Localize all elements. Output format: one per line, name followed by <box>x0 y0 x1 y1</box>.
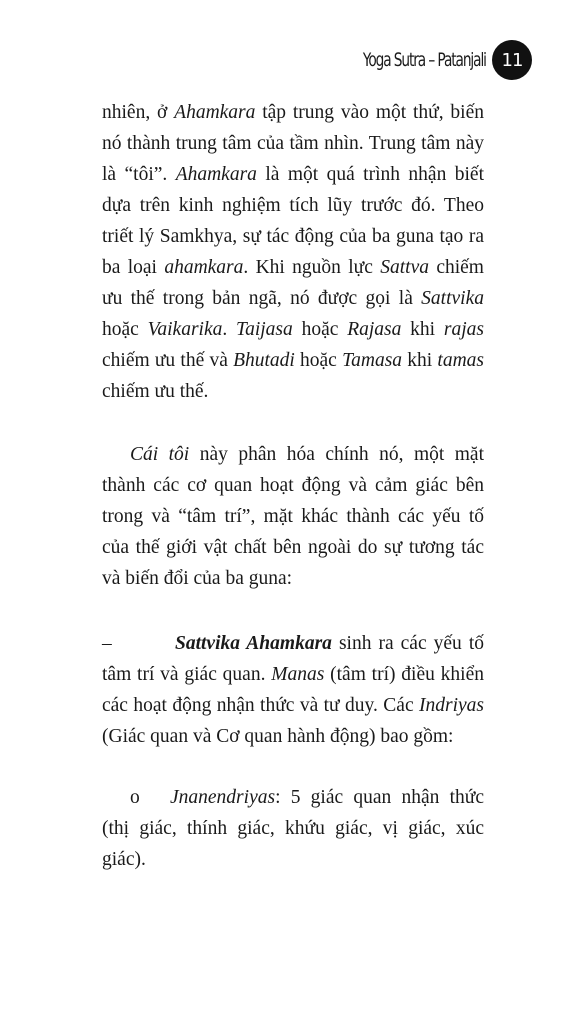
term-indriyas: Indriyas <box>419 695 484 716</box>
text-run: hoặc <box>292 319 348 340</box>
paragraph-cai-toi <box>102 439 484 594</box>
term-rajas: rajas <box>443 319 485 340</box>
term-cai-toi: Cái tôi <box>130 444 190 465</box>
dash-bullet: – <box>102 633 112 654</box>
list-item-jnanendriyas <box>102 782 484 875</box>
term-sattvika-ahamkara: Sattvika Ahamkara <box>175 633 332 654</box>
text-run: : 5 giác quan nhận thức (thị giác, thính giác, khứu giác, vị giác, xúc giác). <box>102 787 484 870</box>
term-ahamkara: Ahamkara <box>175 164 257 185</box>
text-run: hoặc <box>294 350 343 371</box>
term-ahamkara: ahamkara <box>164 257 244 278</box>
list-item-sattvika <box>102 628 484 752</box>
text-run: . <box>222 319 237 340</box>
page-body <box>102 97 484 875</box>
term-bhutadi: Bhutadi <box>233 350 295 371</box>
paragraph-ahamkara <box>102 97 484 407</box>
term-ahamkara: Ahamkara <box>174 102 256 123</box>
circle-bullet: o <box>130 787 140 808</box>
text-run: là một quá trình nhận biết dựa trên kinh nghiệm tích lũy trước đó. Theo triết lý Samkhya, sự tác động của ba guna tạo ra ba loại <box>102 164 484 278</box>
paragraph-spacer <box>102 594 484 628</box>
text-run: tập trung vào một thứ, biến nó thành trung tâm của tầm nhìn. Trung tâm này là “tôi”. <box>102 102 484 185</box>
term-sattva: Sattva <box>380 257 429 278</box>
term-tamasa: Tamasa <box>342 350 403 371</box>
running-title: Yoga Sutra – Patanjali <box>362 49 486 71</box>
term-tamas: tamas <box>437 350 484 371</box>
term-taijasa: Taijasa <box>236 319 293 340</box>
text-run: . Khi nguồn lực <box>243 257 381 278</box>
term-jnanendriyas: Jnanendriyas <box>170 787 276 808</box>
text-run: chiếm ưu thế trong bản ngã, nó được gọi là <box>102 257 484 309</box>
text-run: sinh ra các yếu tố tâm trí và giác quan. <box>102 633 484 685</box>
text-run: này phân hóa chính nó, một mặt thành các cơ quan hoạt động và cảm giác bên trong và “tâm trí”, mặt khác thành các yếu tố của thế giới vật chất bên ngoài do sự tương tác và biến đổi của ba guna: <box>102 444 484 589</box>
paragraph-spacer <box>102 752 484 782</box>
text-run: nhiên, ở <box>102 102 175 123</box>
text-run: chiếm ưu thế. <box>102 381 209 402</box>
text-run: (Giác quan và Cơ quan hành động) bao gồm: <box>102 726 454 747</box>
page-number-badge: 11 <box>492 40 532 80</box>
text-run: chiếm ưu thế và <box>102 350 234 371</box>
term-vaikarika: Vaikarika <box>147 319 223 340</box>
paragraph-spacer <box>102 407 484 439</box>
term-sattvika: Sattvika <box>421 288 484 309</box>
page-header <box>315 40 532 80</box>
term-manas: Manas <box>271 664 325 685</box>
text-run: (tâm trí) điều khiển các hoạt động nhận thức và tư duy. Các <box>102 664 485 716</box>
text-run: hoặc <box>102 319 148 340</box>
text-run: khi <box>402 350 438 371</box>
term-rajasa: Rajasa <box>347 319 402 340</box>
text-run: khi <box>401 319 444 340</box>
